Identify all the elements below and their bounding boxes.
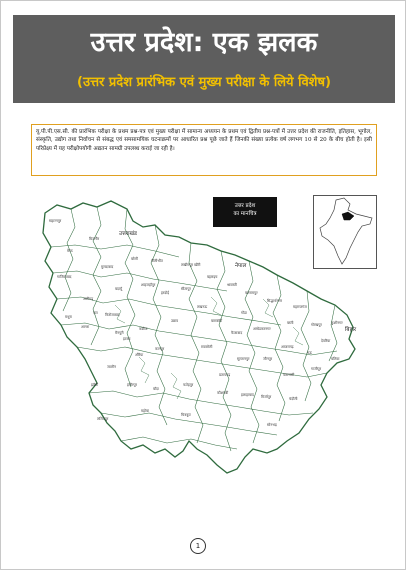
- district-label: बहराइच: [207, 275, 218, 279]
- india-inset-map: [313, 195, 377, 269]
- page-number: 1: [190, 538, 206, 554]
- district-label: इलाहाबाद: [241, 393, 254, 397]
- district-label: प्रतापगढ़: [219, 373, 231, 377]
- map-caption-line1: उत्तर प्रदेश: [234, 203, 256, 209]
- district-label: झाँसी: [91, 383, 99, 387]
- district-label: सोनभद्र: [267, 423, 277, 427]
- district-label: हमीरपुर: [127, 383, 137, 387]
- district-label: महोबा: [141, 409, 149, 413]
- district-label: बाराबंकी: [211, 319, 223, 323]
- district-label: इटावा: [123, 337, 131, 341]
- district-label: बदायूँ: [115, 287, 122, 291]
- district-label: बलिया: [331, 357, 340, 361]
- neighbor-label-bihar: बिहार: [345, 327, 357, 333]
- district-label: गाजीपुर: [311, 367, 322, 371]
- district-label: सिद्धार्थनगर: [267, 299, 282, 303]
- neighbor-label-uttarakhand: उत्तराखंड: [119, 231, 137, 237]
- district-label: सहारनपुर: [49, 219, 62, 223]
- district-label: गाजियाबाद: [57, 275, 72, 279]
- title-banner: [13, 15, 395, 103]
- district-label: फिरोजाबाद: [105, 313, 120, 317]
- district-label: बिजनौर: [89, 237, 100, 241]
- neighbor-label-nepal: नेपाल: [235, 263, 247, 269]
- district-label: औरैया: [135, 353, 144, 357]
- district-label: जालौन: [107, 365, 116, 369]
- district-label: चंदौली: [289, 397, 298, 401]
- district-label: फैजाबाद: [231, 331, 243, 335]
- district-label: पीलीभीत: [151, 259, 163, 263]
- district-label: गोंडा: [241, 311, 247, 315]
- district-label: चित्रकूट: [181, 413, 191, 417]
- district-label: वाराणसी: [283, 373, 295, 377]
- district-label: गोरखपुर: [311, 323, 322, 327]
- district-label: अलीगढ़: [83, 297, 94, 301]
- page-title: उत्तर प्रदेश: एक झलक: [90, 27, 318, 58]
- district-label: सुल्तानपुर: [237, 357, 250, 361]
- district-label: मथुरा: [65, 315, 72, 319]
- district-label: मुरादाबाद: [101, 265, 114, 269]
- district-label: बाँदा: [153, 387, 159, 391]
- up-map: [31, 187, 381, 507]
- district-label: रायबरेली: [201, 345, 213, 349]
- district-label: मेरठ: [67, 249, 73, 253]
- district-label: कन्नौज: [139, 327, 148, 331]
- district-label: शाहजहाँपुर: [141, 283, 156, 287]
- district-label: बलरामपुर: [245, 291, 258, 295]
- district-label: आगरा: [81, 325, 90, 329]
- district-label: अम्बेडकरनगर: [253, 327, 271, 331]
- intro-paragraph: यू.पी.पी.एस.सी. की प्रारंभिक परीक्षा के प्रथम प्रश्न-पत्र एवं मुख्य परीक्षा में सामान्य अध्ययन के प्रथम एवं द्वितीय प्रश्न-पत्रों में उत्तर प्रदेश की राजनीति, इतिहास, भूगोल, संस्कृति, उद्योग तथा निर्वाचन से संबद्ध एवं समसामयिक घटनाक्रमों पर आधारित प्रश्न पूछे जाते हैं जिनकी संख्या प्रत्येक वर्ष लगभग 10 से 20 के बीच होती है। इसी परिप्रेक्ष्य में यह परीक्षोपयोगी अद्यतन सामग्री उपलब्ध कराई जा रही है।: [31, 124, 377, 176]
- district-label: फतेहपुर: [183, 383, 194, 387]
- district-label: महराजगंज: [293, 305, 307, 309]
- district-label: लखीमपुर खीरी: [181, 263, 201, 267]
- district-label: मिर्जापुर: [261, 395, 272, 399]
- district-label: मऊ: [307, 351, 312, 355]
- district-label: बस्ती: [287, 321, 294, 325]
- district-label: श्रावस्ती: [227, 283, 237, 287]
- up-highlight-region: [342, 212, 354, 220]
- district-label: एटा: [93, 311, 98, 315]
- district-label: देवरिया: [321, 339, 331, 343]
- page-subtitle: (उत्तर प्रदेश प्रारंभिक एवं मुख्य परीक्षा के लिये विशेष): [77, 75, 331, 90]
- district-label: जौनपुर: [263, 357, 273, 361]
- district-label: बरेली: [131, 257, 138, 261]
- district-label: लखनऊ: [197, 305, 208, 309]
- district-label: कौशाम्बी: [217, 391, 229, 395]
- district-label: मैनपुरी: [115, 331, 124, 335]
- district-label: उन्नाव: [171, 319, 178, 323]
- map-caption-line2: का मानचित्र: [233, 211, 257, 217]
- district-label: ललितपुर: [97, 417, 109, 421]
- district-label: कानपुर: [155, 347, 165, 351]
- district-label: हरदोई: [161, 291, 169, 295]
- map-caption: [213, 197, 277, 227]
- district-label: कुशीनगर: [331, 321, 343, 325]
- district-label: सीतापुर: [181, 287, 191, 291]
- india-outline: [314, 196, 376, 268]
- district-label: आजमगढ़: [281, 345, 294, 349]
